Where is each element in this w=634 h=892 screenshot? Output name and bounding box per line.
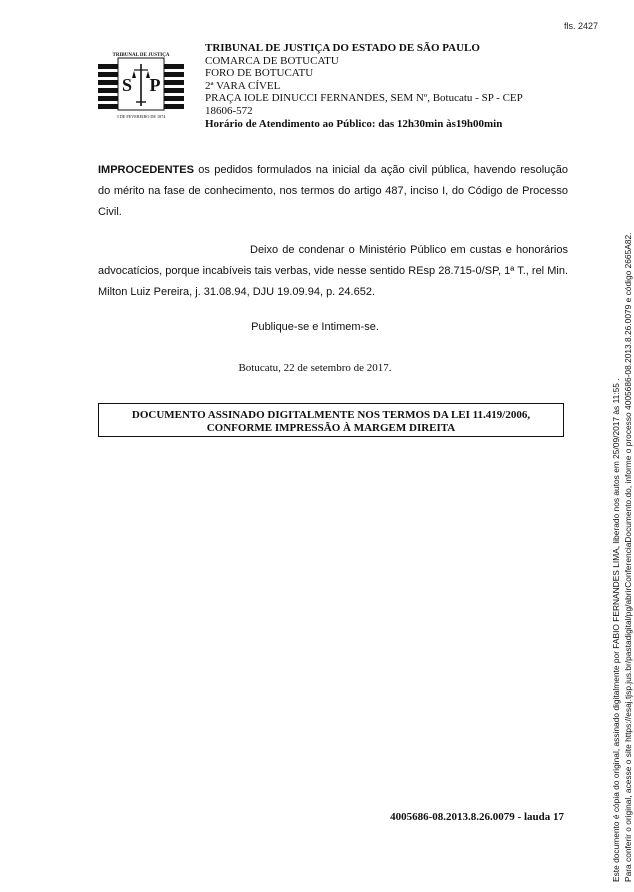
- office-hours: Horário de Atendimento ao Público: das 12h30min às19h00min: [205, 117, 503, 130]
- logo-bottom-text: 3 DE FEVEREIRO DE 1874: [116, 114, 166, 119]
- side-margin-line2: Para conferir o original, acesse o site https://esaj.tjsp.jus.br/pastadigital/pg/abrirConferenciaDocumento.do, informe o processo 4005686-08.2013.8.26.0079 e código 2665A82.: [623, 232, 633, 882]
- costs-text: Deixo de condenar o Ministério Público em custas e honorários advocatícios, porque incabíveis tais verbas, vide nesse sentido REsp 28.715-0/SP, 1ª T., rel Min. Milton Luiz Pereira, j. 31.08.94, DJU 19.09.94, p. 24.652.: [98, 244, 568, 298]
- court-name: TRIBUNAL DE JUSTIÇA DO ESTADO DE SÃO PAULO: [205, 42, 480, 54]
- ruling-text: os pedidos formulados na inicial da ação civil pública, havendo resolução do mérito na fase de conhecimento, nos termos do artigo 487, inciso I, do Código de Processo Civil.: [98, 164, 568, 218]
- logo-letter-p: P: [149, 75, 161, 95]
- ruling-paragraph: [98, 160, 568, 223]
- logo-letter-s: S: [121, 75, 133, 95]
- publication-order: Publique-se e Intimem-se.: [251, 321, 379, 333]
- signature-notice-line2: CONFORME IMPRESSÃO À MARGEM DIREITA: [206, 421, 456, 434]
- sheet-number: fls. 2427: [563, 21, 598, 31]
- side-margin-line1: Este documento é cópia do original, assinado digitalmente por FABIO FERNANDES LIMA, liberado nos autos em 25/09/2017 às 11:55 .: [611, 378, 621, 882]
- foro-line: FORO DE BOTUCATU: [205, 67, 314, 80]
- side-margin-authentication: [598, 0, 633, 892]
- vara-line: 2ª VARA CÍVEL: [205, 79, 281, 92]
- process-reference: 4005686-08.2013.8.26.0079 - lauda 17: [390, 811, 564, 823]
- address-cep-line: 18606-572: [205, 104, 253, 117]
- address-line: PRAÇA IOLE DINUCCI FERNANDES, SEM Nº, Botucatu - SP - CEP: [205, 92, 523, 105]
- costs-paragraph: [98, 240, 568, 303]
- tjsp-logo-emblem: [98, 48, 184, 122]
- ruling-keyword: IMPROCEDENTES: [98, 164, 194, 176]
- logo-top-text: TRIBUNAL DE JUSTIÇA: [112, 53, 170, 58]
- header-text-block: [205, 42, 575, 130]
- date-line: Botucatu, 22 de setembro de 2017.: [238, 362, 392, 374]
- digital-signature-notice: [98, 403, 564, 437]
- comarca-line: COMARCA DE BOTUCATU: [205, 54, 339, 67]
- signature-notice-line1: DOCUMENTO ASSINADO DIGITALMENTE NOS TERMOS DA LEI 11.419/2006,: [131, 409, 531, 421]
